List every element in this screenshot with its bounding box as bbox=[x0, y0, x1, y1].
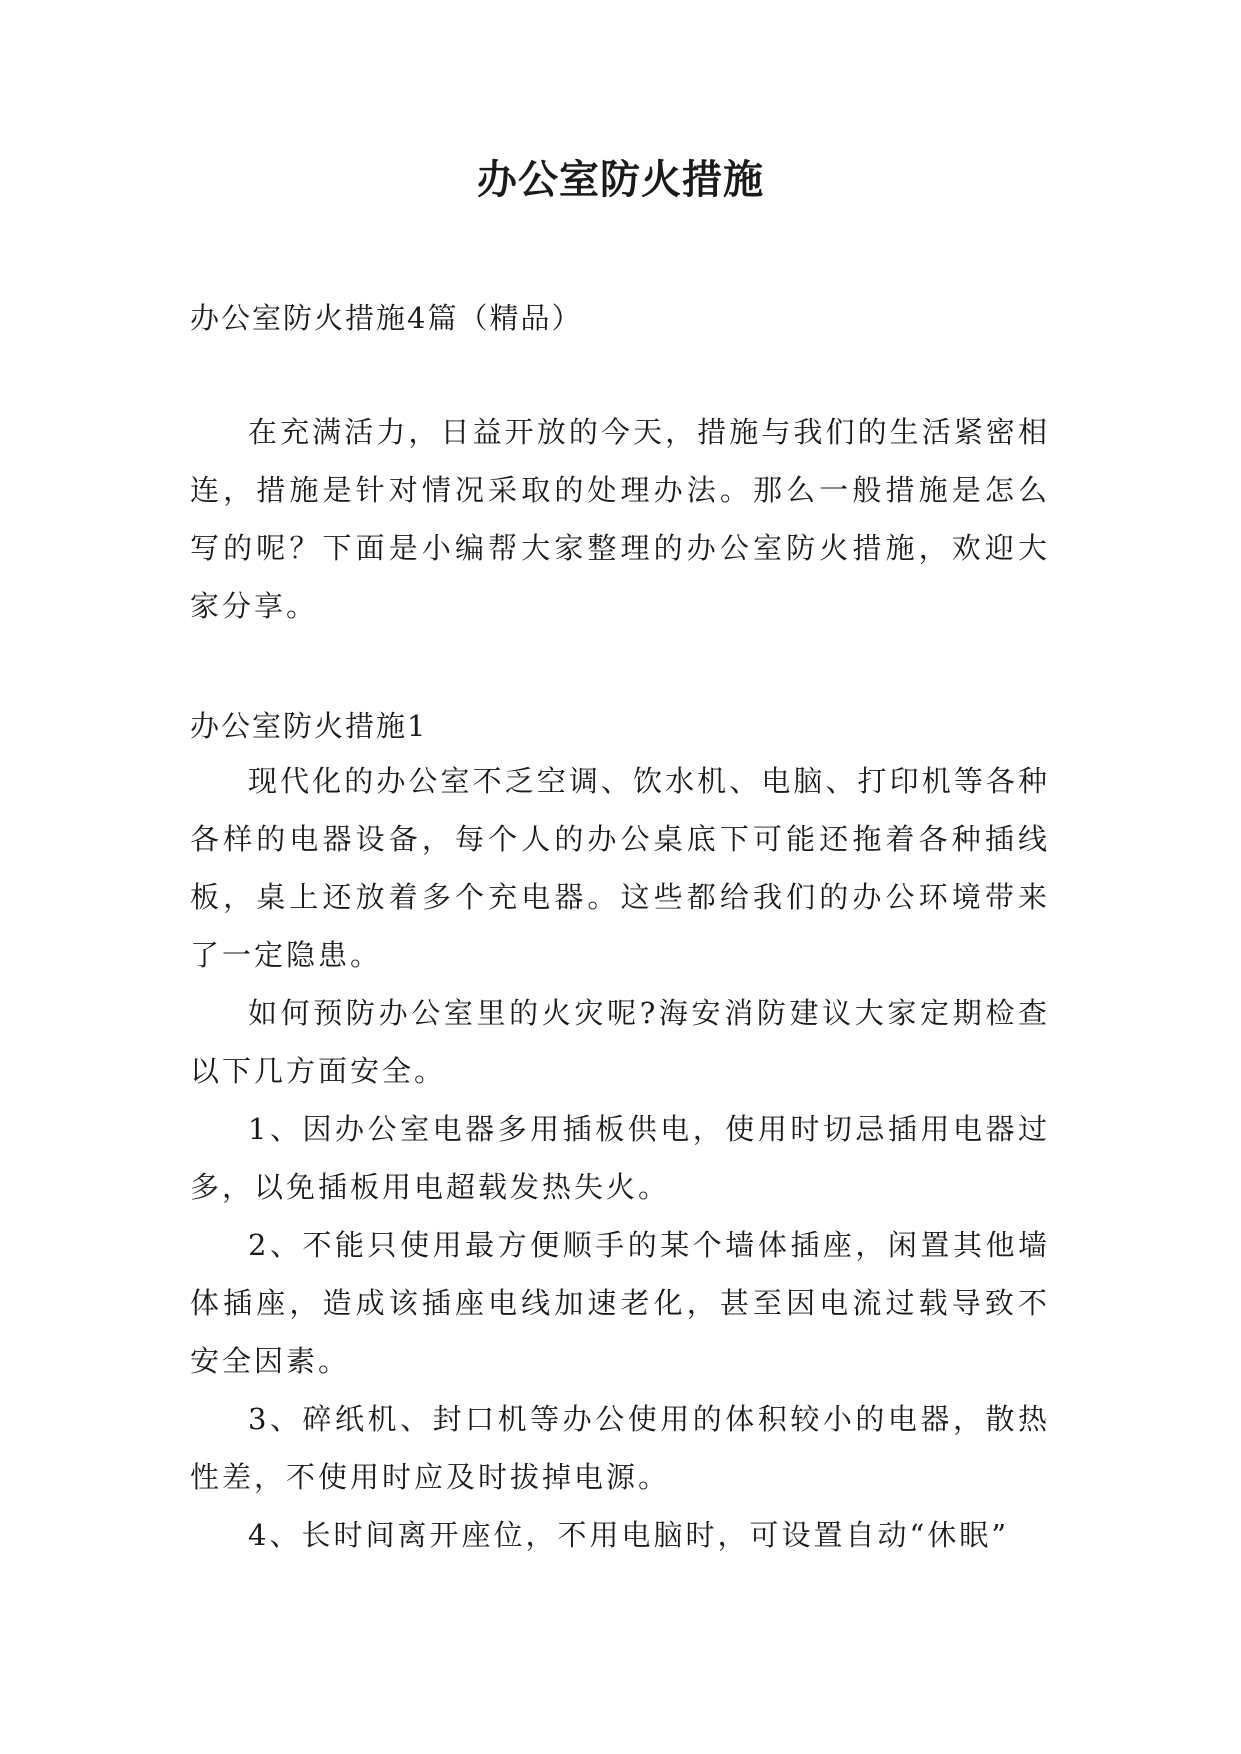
section-1-paragraph: 1、因办公室电器多用插板供电，使用时切忌插用电器过多，以免插板用电超载发热失火。 bbox=[190, 1112, 1050, 1204]
section-1-paragraph: 4、长时间离开座位，不用电脑时，可设置自动“休眠” bbox=[248, 1518, 1010, 1552]
section-1-body bbox=[190, 752, 1050, 1564]
section-1-paragraph: 如何预防办公室里的火灾呢?海安消防建议大家定期检查以下几方面安全。 bbox=[190, 996, 1050, 1088]
document-subtitle: 办公室防火措施4篇（精品） bbox=[190, 301, 583, 335]
section-1-paragraph: 2、不能只使用最方便顺手的某个墙体插座，闲置其他墙体插座，造成该插座电线加速老化，甚至因电流过载导致不安全因素。 bbox=[190, 1228, 1050, 1378]
intro-paragraph: 在充满活力，日益开放的今天，措施与我们的生活紧密相连，措施是针对情况采取的处理办法。那么一般措施是怎么写的呢？下面是小编帮大家整理的办公室防火措施，欢迎大家分享。 bbox=[190, 415, 1050, 623]
section-1-paragraph: 3、碎纸机、封口机等办公使用的体积较小的电器，散热性差，不使用时应及时拔掉电源。 bbox=[190, 1402, 1050, 1494]
intro-block bbox=[190, 403, 1050, 635]
document-title: 办公室防火措施 bbox=[477, 156, 764, 203]
section-1-heading: 办公室防火措施1 bbox=[190, 709, 428, 743]
section-1-paragraph: 现代化的办公室不乏空调、饮水机、电脑、打印机等各种各样的电器设备，每个人的办公桌底下可能还拖着各种插线板，桌上还放着多个充电器。这些都给我们的办公环境带来了一定隐患。 bbox=[190, 764, 1050, 972]
